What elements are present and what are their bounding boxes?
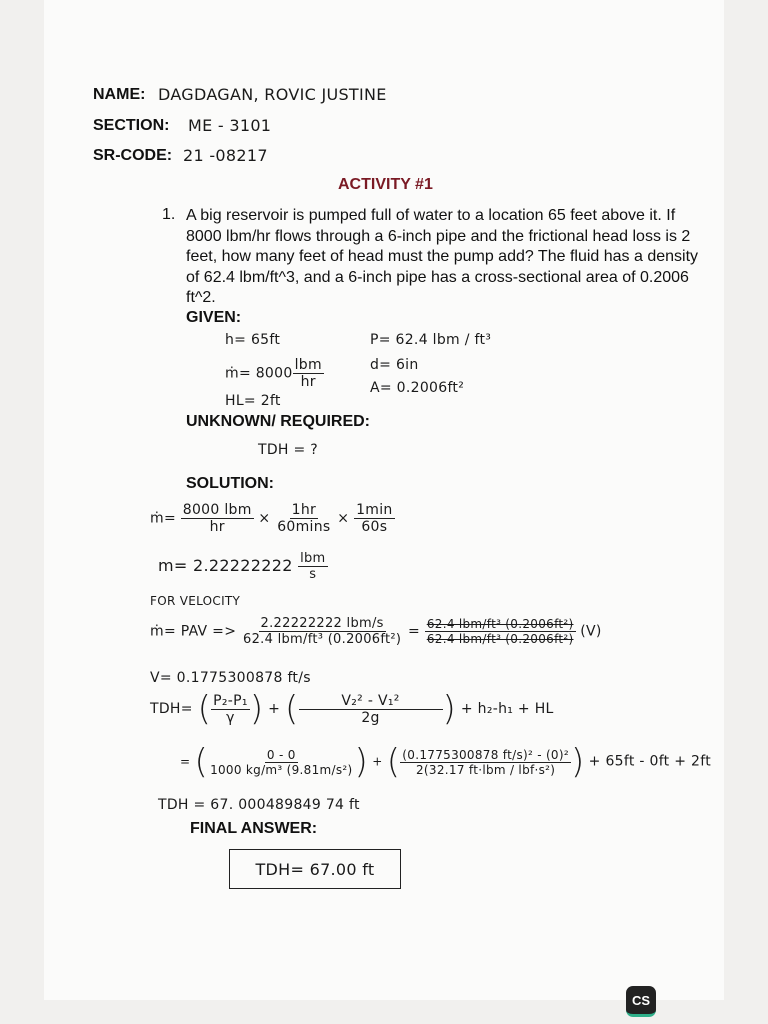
srcode-value: 21 -08217 (183, 146, 268, 165)
srcode-label: SR-CODE: (93, 147, 173, 164)
given-heading: GIVEN: (186, 309, 242, 326)
section-label: SECTION: (93, 117, 170, 134)
given-head-loss: HL= 2ft (225, 393, 281, 409)
unknown-heading: UNKNOWN/ REQUIRED: (186, 413, 370, 430)
given-height: h= 65ft (225, 332, 281, 348)
given-mass-flow: ṁ= 8000 $\frac{\text{lbm}}{hr}$ (225, 357, 322, 390)
velocity-equation: ṁ= PAV => $\frac{\text{2.22222222 lbm/s}}{\text{62.4 lbm/ft³ (0.2006ft²)}}$ = $\frac{\text{62.4 lbm/ft³ (0.2006ft²)}}{\text{62.4 lbm/ft³ (0.2006ft²)}}$ (V) (150, 616, 602, 647)
final-answer-value: TDH= 67.00 ft (255, 859, 375, 879)
name-label: NAME: (93, 86, 146, 103)
tdh-formula: TDH= ( $\frac{\text{P₂-P₁}}{\gamma}$ ) + ( $\frac{\text{V₂² - V₁²}}{2g}$ ) + h₂-h₁ + HL (150, 689, 554, 729)
mass-flow-result: m= 2.22222222 $\frac{\text{lbm}}{s}$ (158, 551, 326, 582)
unknown-value: TDH = ? (258, 442, 319, 458)
activity-title: ACTIVITY #1 (338, 176, 433, 193)
tdh-result: TDH = 67. 000489849 74 ft (158, 797, 360, 813)
camscanner-logo (626, 986, 656, 1017)
camscanner-logo-text: CS (631, 992, 651, 1008)
final-answer-box (229, 849, 401, 889)
problem-number: 1. (162, 206, 176, 223)
tdh-substitution: = ( $\frac{0 - 0}{\text{1000 kg/m³ (9.81m/s²)}}$ ) + ( $\frac{\text{(0.1775300878 ft/s)² - (0)²}}{\text{2(32.17 ft·lbm / lbf·s²)}}$ ) + 65ft - 0ft + 2ft (180, 742, 711, 782)
velocity-result: V= 0.1775300878 ft/s (150, 670, 311, 686)
given-area: A= 0.2006ft² (370, 380, 465, 396)
final-answer-heading: FINAL ANSWER: (190, 820, 318, 837)
for-velocity-label: FOR VELOCITY (150, 594, 241, 608)
problem-statement: A big reservoir is pumped full of water to a location 65 feet above it. If 8000 lbm/hr flows through a 6-inch pipe and the frictional head loss is 2 feet, how many feet of head must the pump add? The fluid has a density of 62.4 lbm/ft^3, and a 6-inch pipe has a cross-sectional area of 0.2006 ft^2. (186, 207, 699, 306)
section-value: ME - 3101 (188, 116, 272, 135)
given-diameter: d= 6in (370, 357, 419, 373)
mass-flow-conversion: ṁ= $\frac{\text{8000 lbm}}{hr}$ × $\frac{1hr}{60\min s}$ × $\frac{1\min}{60s}$ (150, 502, 393, 535)
given-density: P= 62.4 lbm / ft³ (370, 332, 492, 348)
name-value: DAGDAGAN, ROVIC JUSTINE (158, 85, 387, 104)
solution-heading: SOLUTION: (186, 475, 274, 492)
